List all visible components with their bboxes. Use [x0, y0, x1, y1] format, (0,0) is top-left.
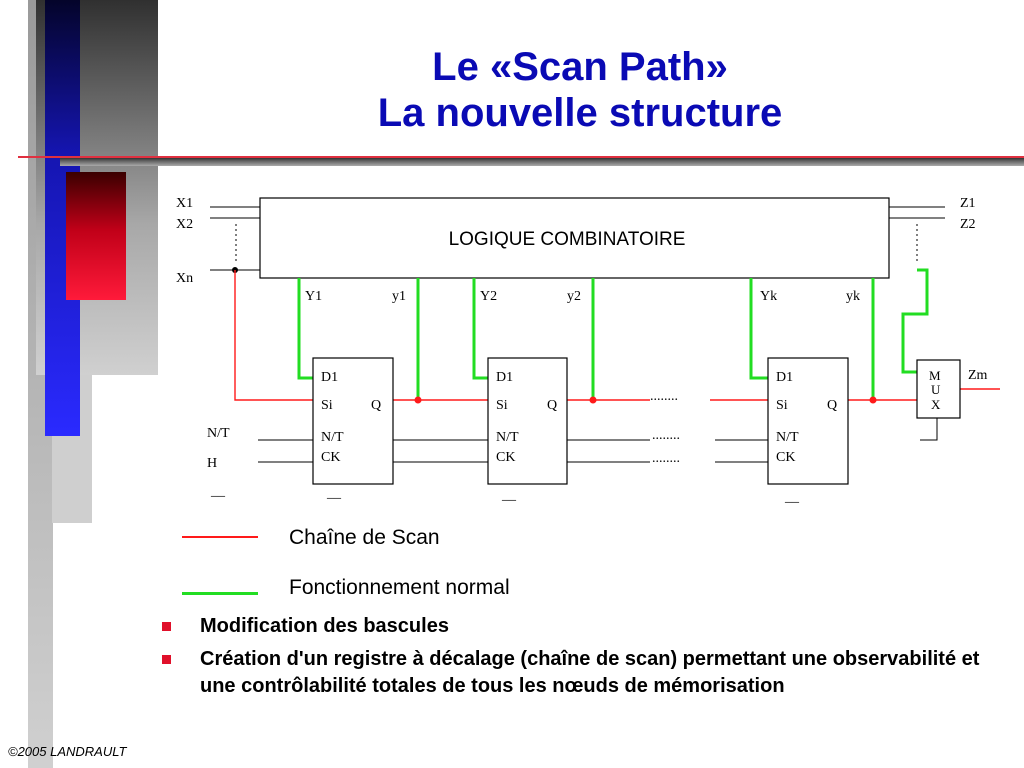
ff1-d: D1	[321, 370, 339, 385]
input-label-x1: X1	[176, 196, 194, 211]
input-label-xn: Xn	[176, 271, 194, 286]
title-line-1: Le «Scan Path»	[432, 45, 728, 89]
legend-scan-label: Chaîne de Scan	[289, 526, 440, 549]
legend-normal-label: Fonctionnement normal	[289, 576, 510, 599]
control-label-nt: N/T	[207, 426, 230, 441]
title-rule-shadow	[60, 158, 1024, 166]
scan-flipflop-k	[768, 358, 848, 484]
underscore-mark-3: __	[502, 488, 516, 503]
ffk-q: Q	[827, 398, 838, 413]
scan-flipflop-2	[488, 358, 567, 484]
ff1-q: Q	[371, 398, 382, 413]
ff1-si: Si	[321, 398, 333, 413]
title-rule	[18, 156, 1024, 158]
scan-node-2	[590, 397, 597, 404]
output-label-z1: Z1	[960, 196, 976, 211]
scan-path-diagram	[160, 185, 1000, 515]
bullet-text-1: Modification des bascules	[200, 615, 449, 637]
signal-label-Y2: Y2	[480, 289, 498, 304]
ff2-ck: CK	[496, 450, 516, 465]
ff1-nt: N/T	[321, 430, 344, 445]
bullet-item-1	[160, 613, 980, 640]
mux-output-label: Zm	[968, 368, 988, 383]
underscore-mark-4: __	[785, 490, 799, 505]
title-line-2: La nouvelle structure	[377, 91, 783, 135]
ff2-nt: N/T	[496, 430, 519, 445]
logic-block-label: LOGIQUE COMBINATOIRE	[448, 229, 686, 250]
legend-normal-swatch	[182, 592, 258, 595]
signal-label-yk: yk	[846, 289, 860, 304]
input-label-x2: X2	[176, 217, 194, 232]
footer-copyright: ©2005 LANDRAULT	[8, 744, 127, 759]
ffk-si: Si	[776, 398, 788, 413]
slide-title	[200, 44, 960, 136]
scan-node-k	[870, 397, 877, 404]
output-label-z2: Z2	[960, 217, 976, 232]
control-label-h: H	[207, 456, 218, 471]
ff2-d: D1	[496, 370, 514, 385]
signal-label-Y1: Y1	[305, 289, 323, 304]
bullet-item-2	[160, 646, 980, 700]
mux-u: U	[931, 382, 941, 397]
output-mux	[917, 360, 960, 440]
signal-label-Yk: Yk	[760, 289, 778, 304]
ffk-ck: CK	[776, 450, 796, 465]
nt-line-dots: ........	[652, 428, 680, 443]
signal-label-y2: y2	[567, 289, 581, 304]
ff1-ck: CK	[321, 450, 341, 465]
ffk-nt: N/T	[776, 430, 799, 445]
underscore-mark-2: __	[327, 486, 341, 501]
scan-flipflop-1	[313, 358, 393, 484]
bullet-square-icon	[162, 622, 171, 631]
ff2-si: Si	[496, 398, 508, 413]
deco-bar-red	[66, 172, 126, 300]
scan-chain-dots: ........	[650, 389, 678, 404]
legend-scan-swatch	[182, 536, 258, 538]
signal-label-y1: y1	[392, 289, 406, 304]
bullet-text-2: Création d'un registre à décalage (chaîne de scan) permettant une observabilité et une contrôlabilité totales de tous les nœuds de mémorisation	[200, 648, 980, 697]
ffk-d: D1	[776, 370, 794, 385]
underscore-mark-1: __	[211, 484, 225, 499]
scan-node-1	[415, 397, 422, 404]
bullet-square-icon	[162, 655, 171, 664]
clock-line-dots: ........	[652, 451, 680, 466]
mux-m: M	[929, 368, 941, 383]
bullet-list	[160, 613, 980, 706]
ff2-q: Q	[547, 398, 558, 413]
mux-x: X	[931, 397, 941, 412]
